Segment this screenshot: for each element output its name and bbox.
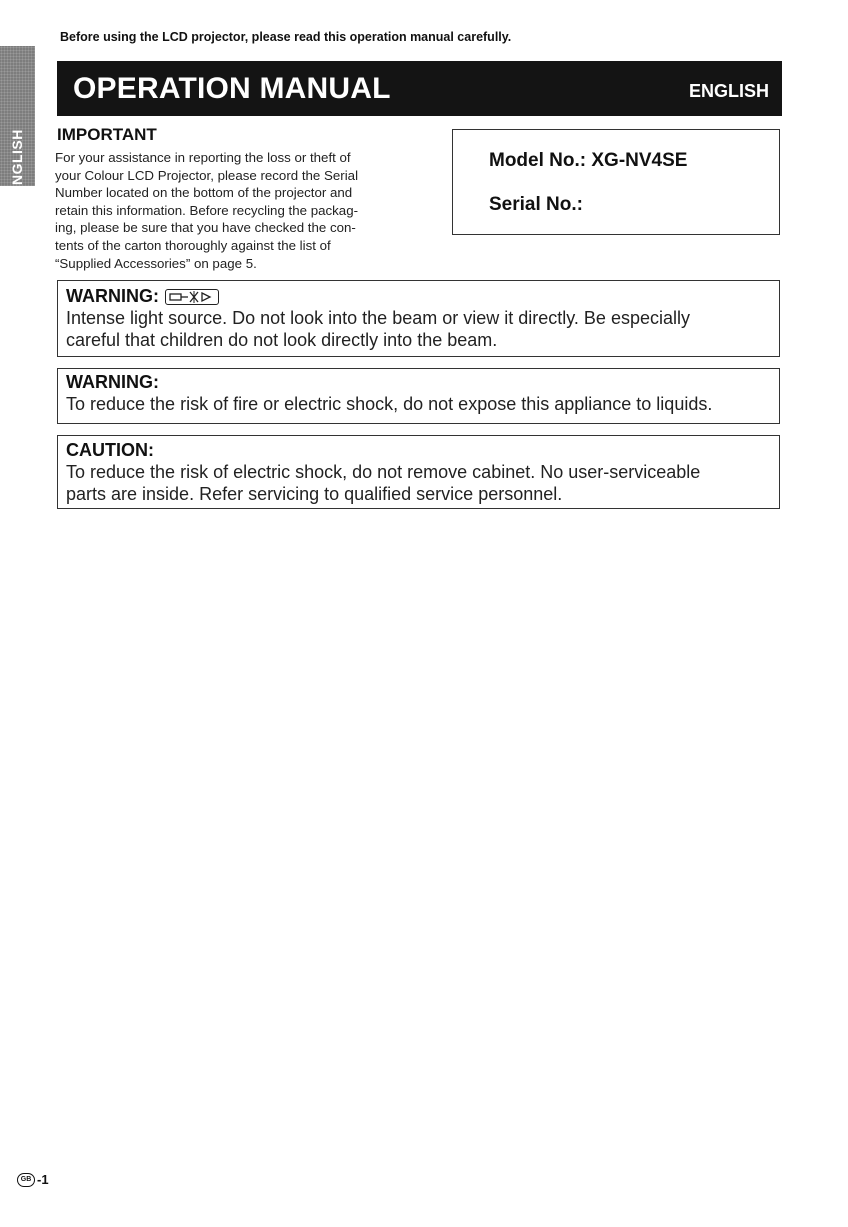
caution-text-line: To reduce the risk of electric shock, do not remove cabinet. No user-serviceable	[66, 462, 701, 482]
page-number	[17, 1172, 49, 1187]
laser-beam-warning-icon	[165, 289, 219, 305]
warning-box-liquids	[57, 368, 780, 424]
warning-text-line: careful that children do not look directly into the beam.	[66, 330, 498, 350]
side-language-tab	[0, 46, 35, 195]
important-heading: IMPORTANT	[57, 125, 157, 144]
important-text	[55, 149, 430, 272]
important-line: “Supplied Accessories” on page 5.	[55, 255, 257, 271]
page-number-text: -1	[37, 1172, 49, 1187]
serial-number-label: Serial No.:	[489, 194, 583, 215]
caution-box	[57, 435, 780, 509]
important-line: tents of the carton thoroughly against the list of	[55, 237, 331, 253]
banner-language: ENGLISH	[688, 81, 769, 101]
important-line: For your assistance in reporting the loss or theft of	[55, 150, 351, 165]
warning-text-line: To reduce the risk of fire or electric shock, do not expose this appliance to liquids.	[66, 394, 713, 414]
important-line: retain this information. Before recycling the packag-	[55, 202, 359, 218]
model-serial-box	[452, 129, 780, 235]
model-number: Model No.: XG-NV4SE	[489, 150, 688, 171]
gb-badge-icon: GB	[17, 1173, 35, 1187]
manual-title: OPERATION MANUAL	[73, 72, 391, 105]
title-banner	[57, 61, 782, 116]
important-line: Number located on the bottom of the projector and	[55, 185, 353, 201]
warning-text-line: Intense light source. Do not look into the beam or view it directly. Be especially	[66, 308, 690, 328]
warning-box-laser	[57, 280, 780, 357]
top-notice: Before using the LCD projector, please read this operation manual carefully.	[60, 30, 512, 44]
caution-heading: CAUTION:	[66, 440, 154, 460]
important-line: your Colour LCD Projector, please record the Serial	[55, 167, 359, 183]
warning-heading: WARNING:	[66, 372, 159, 392]
important-line: ing, please be sure that you have checked the con-	[55, 220, 356, 236]
caution-text-line: parts are inside. Refer servicing to qualified service personnel.	[66, 484, 563, 504]
warning-heading: WARNING:	[66, 286, 159, 306]
side-tab-label: ENGLISH	[9, 129, 25, 195]
